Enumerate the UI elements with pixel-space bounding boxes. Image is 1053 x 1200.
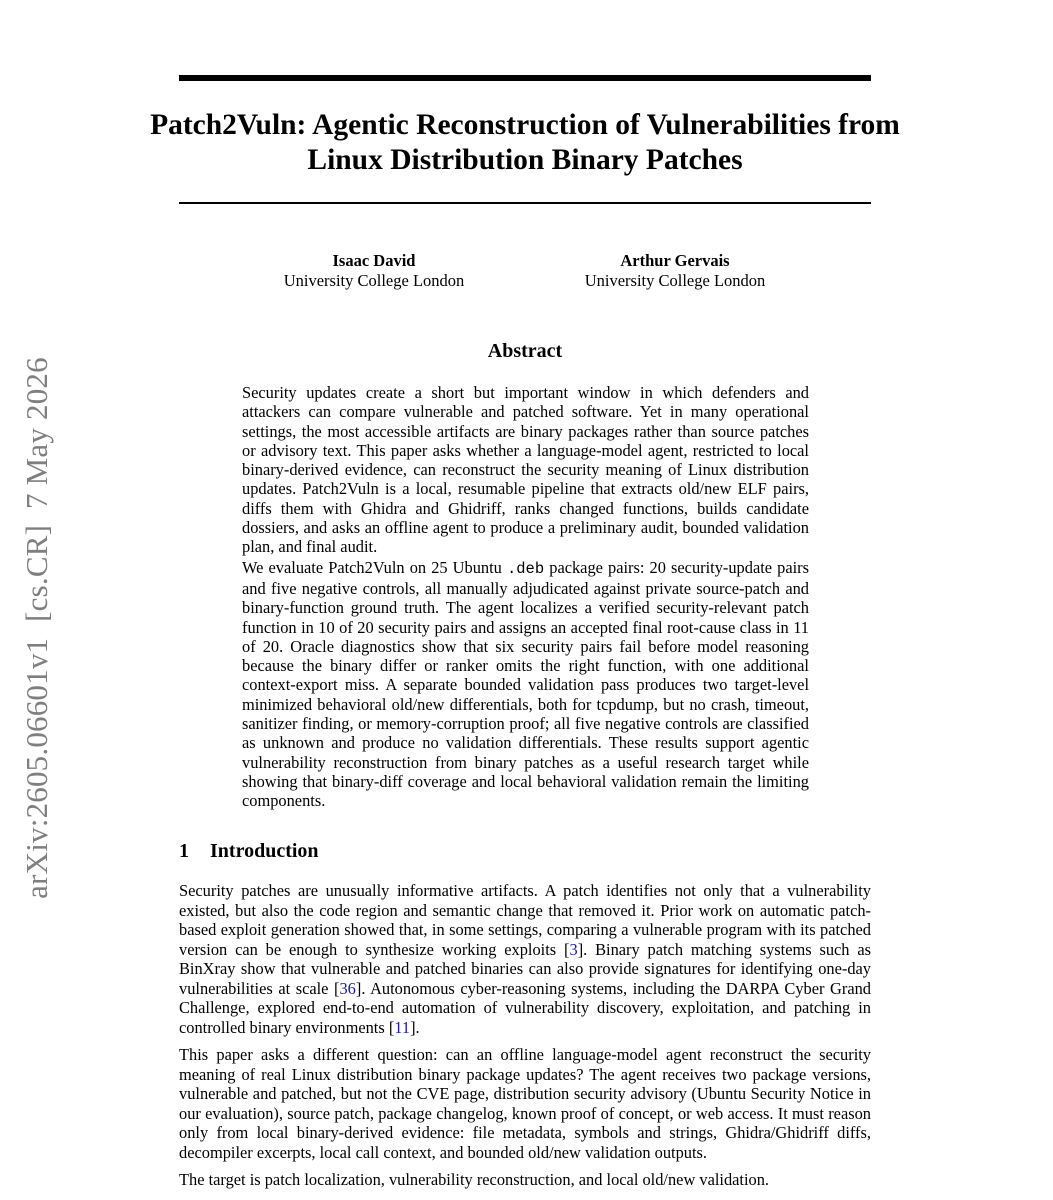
- author-name: Isaac David: [332, 251, 416, 270]
- body-text: ].: [410, 1017, 420, 1037]
- inline-code: .deb: [506, 559, 545, 578]
- body-text: ]. Autonomous cyber-reasoning systems, including the DARPA Cyber Grand Challenge, explored end-to-end automation of vulnerability discovery, exploitation, and patching in controlled binary environments [: [179, 978, 872, 1037]
- title-top-rule: [179, 75, 871, 81]
- section-heading: [179, 839, 319, 863]
- arxiv-identifier-stamp: arXiv:2605.06601v1 [cs.CR] 7 May 2026: [19, 357, 54, 899]
- citation-link[interactable]: 36: [339, 978, 356, 998]
- abstract-heading: Abstract: [487, 340, 563, 362]
- body-paragraph: [179, 881, 871, 1037]
- author-affiliation: University College London: [283, 271, 465, 290]
- abstract-text: package pairs: 20 security-update pairs and five negative controls, all manually adjudicated against private source-patch and binary-function ground truth. The agent localizes a verified security-relevant patch function in 10 of 20 security pairs and assigns an accepted final root-cause class in 11 of 20. Oracle diagnostics show that six security pairs fail before model reasoning because the binary differ or ranker omits the right function, with one additional context-export miss. A separate bounded validation pass produces two target-level minimized behavioral old/new differentials, both for tcpdump, but no crash, timeout, sanitizer finding, or memory-corruption proof; all five negative controls are classified as unknown and produce no validation differentials. These results support agentic vulnerability reconstruction from binary patches as a useful research target while showing that binary-diff coverage and local behavioral validation remain the limiting components.: [242, 557, 809, 811]
- title-bottom-rule: [179, 202, 871, 204]
- abstract-paragraph: Security updates create a short but important window in which defenders and attackers can compare vulnerable and patched software. Yet in many operational settings, the most accessible artifacts are binary packages rather than source patches or advisory text. This paper asks whether a language-model agent, restricted to local binary-derived evidence, can reconstruct the security meaning of Linux distribution updates. Patch2Vuln is a local, resumable pipeline that extracts old/new ELF pairs, diffs them with Ghidra and Ghidriff, ranks changed functions, builds candidate dossiers, and asks an offline agent to produce a preliminary audit, bounded validation plan, and final audit.: [242, 383, 809, 557]
- body-paragraph: The target is patch localization, vulnerability reconstruction, and local old/new validation.: [179, 1170, 770, 1189]
- body-text: Security patches are unusually informative artifacts. A patch identifies not only that a vulnerability existed, but also the code region and semantic change that removed it. Prior work on automatic patch-based exploit generation showed that, in some settings, comparing a vulnerable program with its patched version can be enough to synthesize working exploits [: [179, 881, 871, 959]
- author-affiliation: University College London: [584, 271, 766, 290]
- abstract-body: [242, 383, 809, 811]
- citation-link[interactable]: 11: [394, 1017, 411, 1037]
- abstract-text: We evaluate Patch2Vuln on 25 Ubuntu: [242, 557, 507, 577]
- abstract-paragraph: [242, 558, 809, 811]
- author-block: [224, 251, 524, 291]
- paper-title: Patch2Vuln: Agentic Reconstruction of Vulnerabilities from Linux Distribution Binary Patches: [150, 109, 900, 176]
- body-paragraph: This paper asks a different question: can an offline language-model agent reconstruct the security meaning of real Linux distribution binary package updates? The agent receives two package versions, vulnerable and patched, but not the CVE page, distribution security advisory (Ubuntu Security Notice in our evaluation), source patch, package changelog, known proof of concept, or web access. It must reason only from local binary-derived evidence: file metadata, symbols and strings, Ghidra/Ghidriff diffs, decompiler excerpts, local call context, and bounded old/new validation outputs.: [179, 1045, 871, 1162]
- section-number: 1: [179, 840, 189, 862]
- author-name: Arthur Gervais: [620, 251, 730, 270]
- body-text: ]. Binary patch matching systems such as BinXray show that vulnerable and patched binaries can also provide signatures for identifying one-day vulnerabilities at scale [: [179, 939, 871, 998]
- section-title: Introduction: [210, 840, 319, 862]
- citation-link[interactable]: 3: [569, 939, 578, 959]
- author-block: [525, 251, 825, 291]
- introduction-body: [179, 881, 871, 1198]
